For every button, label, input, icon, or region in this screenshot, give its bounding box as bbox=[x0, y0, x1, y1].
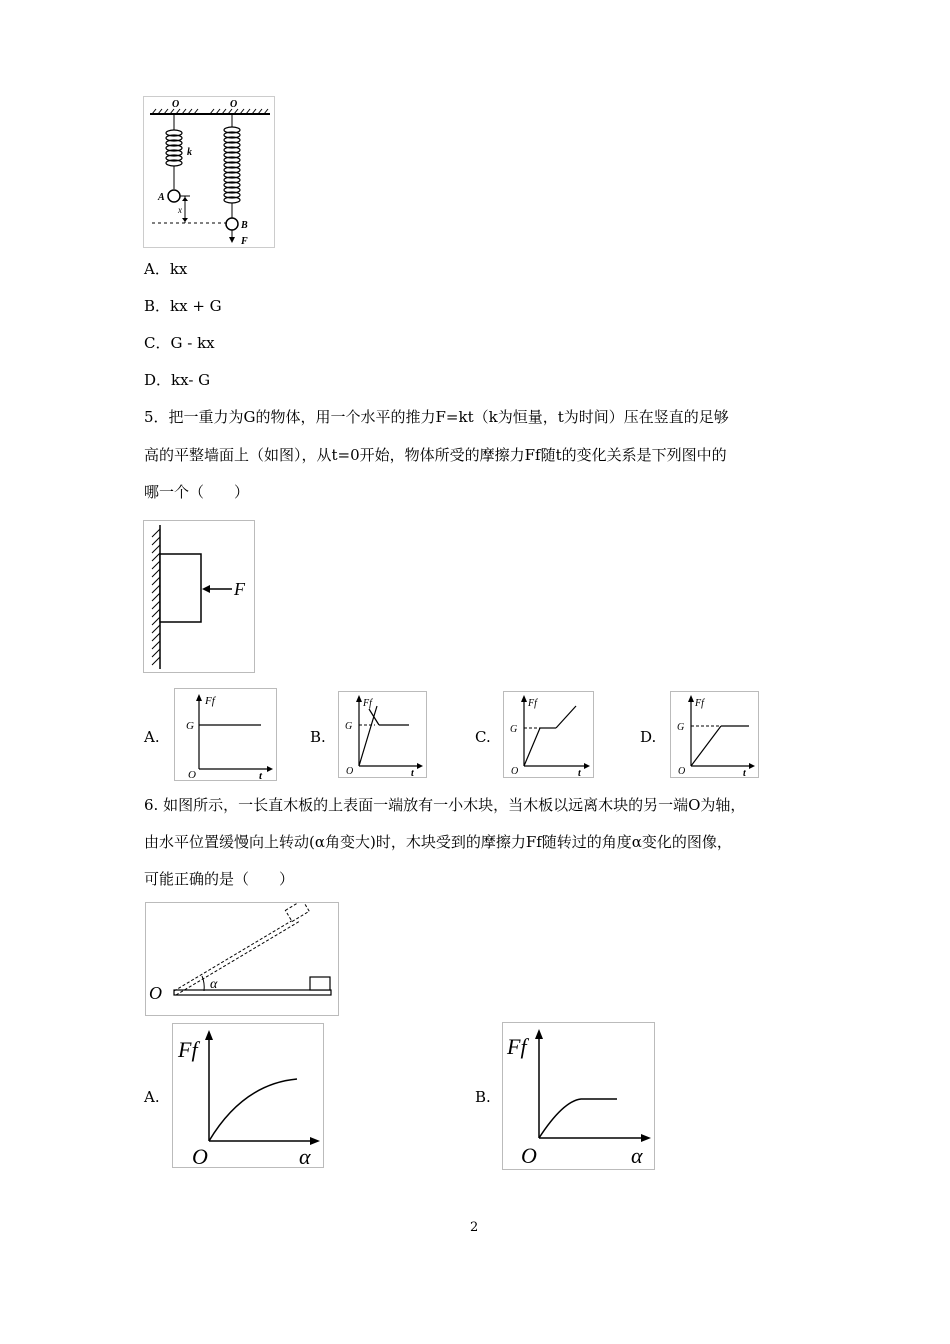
option-text: kx bbox=[169, 260, 188, 278]
axis-t-label: t bbox=[578, 768, 581, 777]
origin-label: O bbox=[678, 766, 686, 777]
axis-t-label: t bbox=[743, 768, 746, 777]
spring-o2-label: O bbox=[230, 99, 238, 110]
axis-g-label: G bbox=[186, 720, 194, 732]
origin-label: O bbox=[192, 1144, 208, 1167]
q5-option-c-label: C. bbox=[475, 728, 491, 746]
spring-o1-label: O bbox=[172, 99, 180, 110]
q5-option-b-label: B. bbox=[310, 728, 326, 746]
axis-ff-label: Ff bbox=[528, 698, 537, 709]
origin-label: O bbox=[521, 1143, 537, 1168]
axis-g-label: G bbox=[510, 724, 518, 735]
option-text: kx- G bbox=[171, 371, 211, 389]
axis-ff-label: Ff bbox=[205, 695, 215, 707]
option-text: G - kx bbox=[170, 334, 215, 352]
angle-alpha-label: α bbox=[210, 977, 218, 992]
origin-label: O bbox=[346, 766, 354, 777]
axis-alpha-label: α bbox=[631, 1143, 643, 1168]
option-letter: D． bbox=[144, 371, 172, 389]
spring-x-label: x bbox=[178, 205, 182, 215]
q5-graph-d[interactable] bbox=[670, 691, 759, 778]
q5-line-1: 5．把一重力为G的物体，用一个水平的推力F=kt（k为恒量，t为时间）压在竖直的足够 bbox=[144, 408, 729, 426]
page-number: 2 bbox=[470, 1220, 479, 1235]
q4-option-a[interactable] bbox=[144, 259, 187, 279]
axis-ff-label: Ff bbox=[178, 1037, 198, 1062]
ball-a-label: A bbox=[158, 192, 165, 203]
force-f-label: F bbox=[234, 579, 245, 599]
q4-option-b[interactable] bbox=[144, 296, 222, 316]
axis-ff-label: Ff bbox=[695, 698, 704, 709]
force-f-label: F bbox=[241, 236, 248, 247]
axis-g-label: G bbox=[677, 722, 685, 733]
pivot-o-label: O bbox=[149, 983, 162, 1003]
spring-k-label: k bbox=[187, 147, 192, 158]
axis-g-label: G bbox=[345, 721, 353, 732]
q6-graph-a[interactable] bbox=[172, 1023, 324, 1168]
option-letter: A． bbox=[144, 260, 170, 278]
axis-alpha-label: α bbox=[299, 1144, 311, 1167]
option-letter: C． bbox=[144, 334, 171, 352]
wall-figure bbox=[143, 520, 255, 673]
axis-ff-label: Ff bbox=[363, 698, 372, 709]
option-text: kx + G bbox=[170, 297, 222, 315]
origin-label: O bbox=[188, 769, 196, 780]
board-figure bbox=[145, 902, 339, 1016]
q5-graph-a[interactable] bbox=[174, 688, 277, 781]
q5-graph-b[interactable] bbox=[338, 691, 427, 778]
ball-b-label: B bbox=[241, 220, 248, 231]
axis-t-label: t bbox=[411, 768, 414, 777]
axis-ff-label: Ff bbox=[507, 1034, 527, 1059]
q5-option-d-label: D. bbox=[640, 728, 657, 746]
spring-figure bbox=[143, 96, 275, 248]
axis-t-label: t bbox=[259, 770, 263, 780]
q6-line-2: 由水平位置缓慢向上转动(α角变大)时，木块受到的摩擦力Ff随转过的角度α变化的图像， bbox=[144, 833, 732, 851]
q4-option-d[interactable] bbox=[144, 370, 210, 390]
q5-line-2: 高的平整墙面上（如图），从t=0开始，物体所受的摩擦力Ff随t的变化关系是下列图中的 bbox=[144, 446, 727, 464]
q6-line-3: 可能正确的是（ ） bbox=[144, 870, 295, 888]
q6-line-1: 6. 如图所示，一长直木板的上表面一端放有一小木块，当木板以远离木块的另一端O为轴， bbox=[144, 796, 746, 814]
option-letter: B． bbox=[144, 297, 171, 315]
q6-option-a-label: A. bbox=[144, 1088, 160, 1106]
q5-option-a-label: A. bbox=[144, 728, 160, 746]
q6-graph-b[interactable] bbox=[502, 1022, 655, 1170]
q5-graph-c[interactable] bbox=[503, 691, 594, 778]
q6-option-b-label: B. bbox=[475, 1088, 491, 1106]
q5-line-3: 哪一个（ ） bbox=[144, 483, 250, 501]
origin-label: O bbox=[511, 766, 519, 777]
q4-option-c[interactable] bbox=[144, 333, 215, 353]
